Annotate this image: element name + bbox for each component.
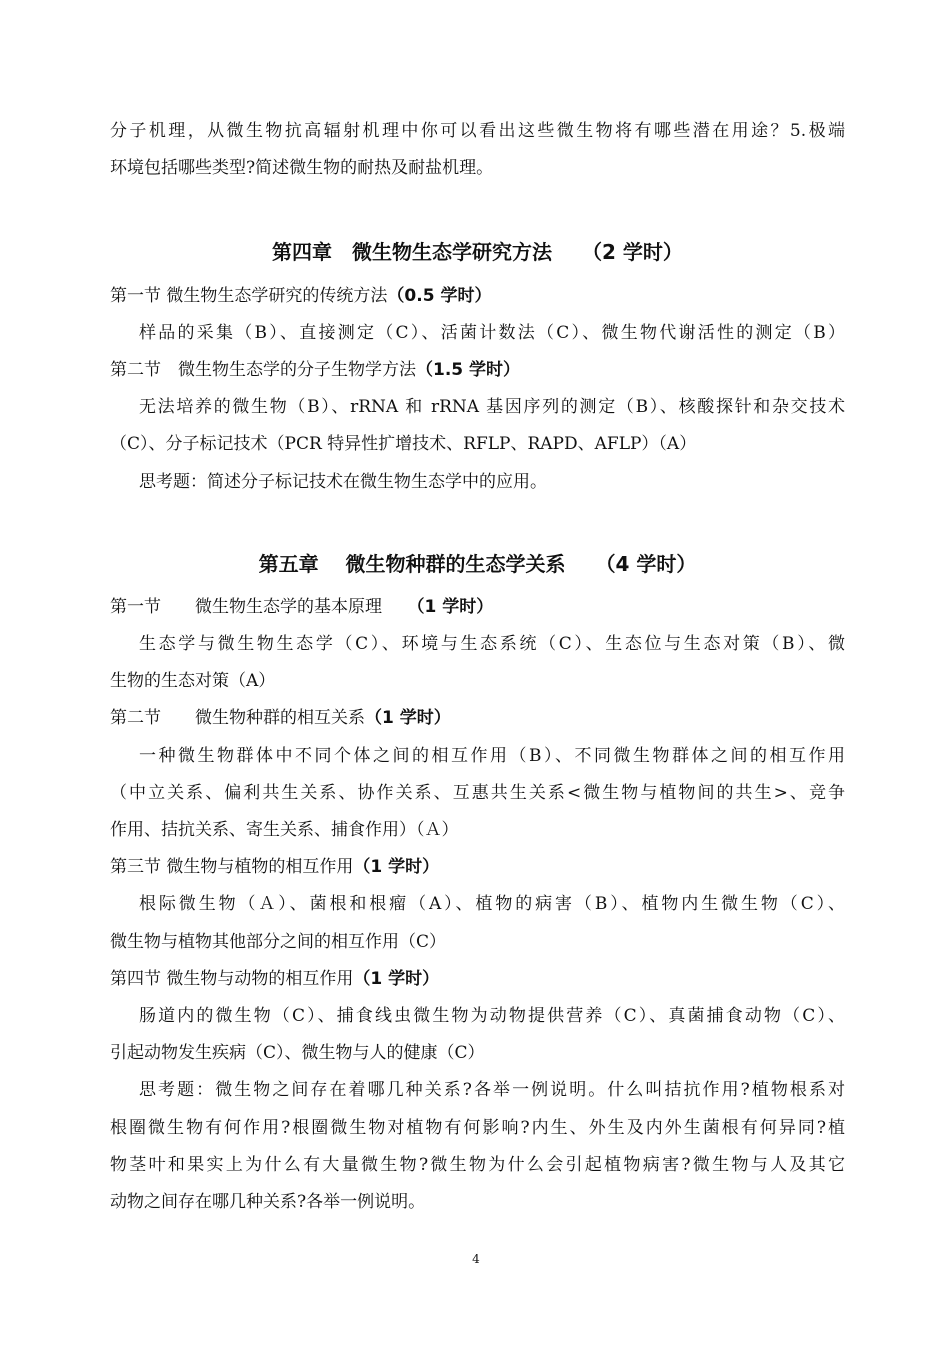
page-number: 4 bbox=[472, 1252, 480, 1266]
ch5-section-1-title: 第一节 微生物生态学的基本原理 bbox=[110, 597, 416, 617]
chapter-4-title: 第四章 微生物生态学研究方法 （2 学时） bbox=[272, 240, 683, 264]
ch5-section-3-content-2: 微生物与植物其他部分之间的相互作用（C） bbox=[110, 932, 447, 952]
ch5-section-1-content-1: 生态学与微生物生态学（C）、环境与生态系统（C）、生态位与生态对策（B）、微 bbox=[139, 634, 845, 654]
ch5-section-4-title: 第四节 微生物与动物的相互作用 bbox=[110, 969, 354, 989]
ch5-section-1-hours: （1 学时） bbox=[416, 597, 494, 617]
ch5-section-3-content-1: 根际微生物（Ａ）、菌根和根瘤（A）、植物的病害（B）、植物内生微生物（C）、 bbox=[139, 894, 845, 914]
ch4-section-2-content-1: 无法培养的微生物（B）、rRNA 和 rRNA 基因序列的测定（B）、核酸探针和杂交技术 bbox=[139, 397, 845, 417]
ch5-section-4-content-2: 引起动物发生疾病（C）、微生物与人的健康（C） bbox=[110, 1043, 485, 1063]
ch5-section-2-content-3: 作用、拮抗关系、寄生关系、捕食作用）（Ａ） bbox=[110, 820, 459, 840]
ch4-section-1-hours: （0.5 学时） bbox=[387, 286, 492, 306]
ch4-section-2-title: 第二节 微生物生态学的分子生物学方法 bbox=[110, 360, 416, 380]
ch4-question: 思考题：简述分子标记技术在微生物生态学中的应用。 bbox=[139, 472, 547, 492]
chapter-5-title: 第五章 微生物种群的生态学关系 （4 学时） bbox=[258, 552, 697, 576]
intro-line-2: 环境包括哪些类型?简述微生物的耐热及耐盐机理。 bbox=[110, 158, 494, 178]
ch5-question-line-1: 思考题：微生物之间存在着哪几种关系?各举一例说明。什么叫拮抗作用?植物根系对 bbox=[139, 1080, 845, 1100]
ch5-section-1-content-2: 生物的生态对策（A） bbox=[110, 671, 276, 691]
ch5-section-3-hours: （1 学时） bbox=[353, 857, 440, 877]
ch5-section-1-heading bbox=[110, 597, 845, 617]
ch4-section-1-title: 第一节 微生物生态学研究的传统方法 bbox=[110, 286, 388, 306]
ch5-question-line-3: 物茎叶和果实上为什么有大量微生物?微生物为什么会引起植物病害?微生物与人及其它 bbox=[110, 1155, 845, 1175]
ch5-section-4-content-1: 肠道内的微生物（C）、捕食线虫微生物为动物提供营养（C）、真菌捕食动物（C）、 bbox=[139, 1006, 845, 1026]
ch4-section-2-heading bbox=[110, 360, 845, 380]
ch5-section-2-heading bbox=[110, 708, 845, 728]
ch5-section-4-hours: （1 学时） bbox=[353, 969, 440, 989]
ch5-section-4-heading bbox=[110, 969, 845, 989]
ch4-section-2-hours: （1.5 学时） bbox=[416, 360, 521, 380]
ch5-section-2-hours: （1 学时） bbox=[365, 708, 451, 728]
ch5-section-2-content-1: 一种微生物群体中不同个体之间的相互作用（B）、不同微生物群体之间的相互作用 bbox=[139, 746, 845, 766]
ch5-section-3-heading bbox=[110, 857, 845, 877]
ch5-section-2-content-2: （中立关系、偏利共生关系、协作关系、互惠共生关系<微生物与植物间的共生>、竞争 bbox=[110, 783, 845, 803]
intro-line-1: 分子机理，从微生物抗高辐射机理中你可以看出这些微生物将有哪些潜在用途？5.极端 bbox=[110, 121, 845, 141]
ch4-section-1-content: 样品的采集（B）、直接测定（C）、活菌计数法（C）、微生物代谢活性的测定（B） bbox=[139, 323, 845, 343]
ch5-section-3-title: 第三节 微生物与植物的相互作用 bbox=[110, 857, 354, 877]
ch4-section-2-content-2: （C）、分子标记技术（PCR 特异性扩增技术、RFLP、RAPD、AFLP）（A） bbox=[110, 434, 697, 454]
ch4-section-1-heading bbox=[110, 286, 845, 306]
ch5-question-line-2: 根圈微生物有何作用?根圈微生物对植物有何影响?内生、外生及内外生菌根有何异同?植 bbox=[110, 1118, 845, 1138]
ch5-section-2-title: 第二节 微生物种群的相互关系 bbox=[110, 708, 365, 728]
ch5-question-line-4: 动物之间存在哪几种关系?各举一例说明。 bbox=[110, 1192, 426, 1212]
